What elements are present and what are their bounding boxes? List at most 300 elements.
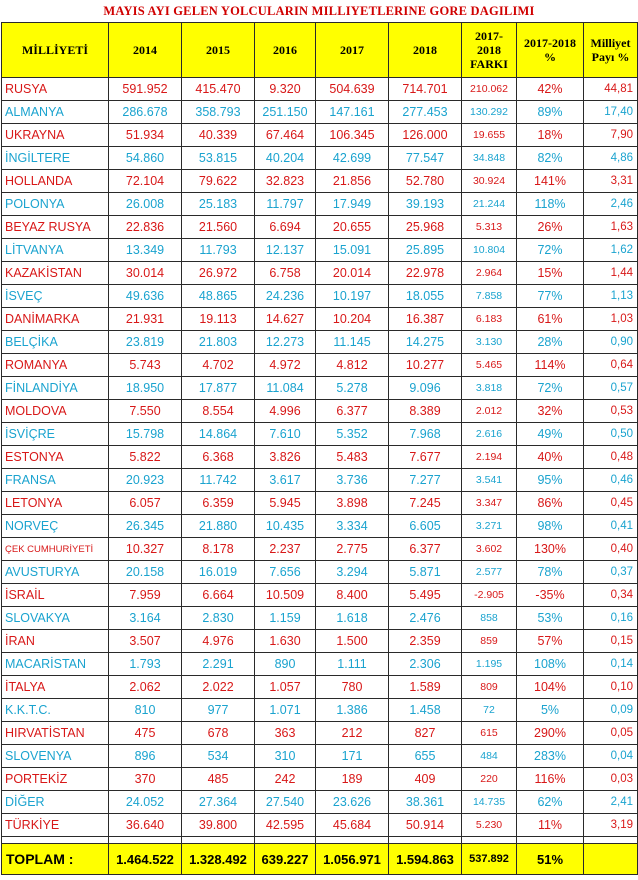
cell-pct: 5% bbox=[517, 699, 584, 722]
table-row bbox=[2, 768, 638, 791]
cell-value-2017: 8.400 bbox=[316, 584, 389, 607]
table-row bbox=[2, 630, 638, 653]
table-row bbox=[2, 653, 638, 676]
cell-share: 0,48 bbox=[584, 446, 638, 469]
cell-diff: 2.012 bbox=[462, 400, 517, 423]
header-share: Milliyet Payı % bbox=[584, 23, 638, 78]
cell-value-2015: 11.793 bbox=[182, 239, 255, 262]
cell-share: 1,03 bbox=[584, 308, 638, 331]
cell-value-2014: 370 bbox=[109, 768, 182, 791]
cell-value-2015: 53.815 bbox=[182, 147, 255, 170]
cell-value-2015: 485 bbox=[182, 768, 255, 791]
cell-value-2014: 7.550 bbox=[109, 400, 182, 423]
cell-diff: 2.616 bbox=[462, 423, 517, 446]
cell-value-2018: 18.055 bbox=[389, 285, 462, 308]
cell-name: POLONYA bbox=[2, 193, 109, 216]
cell-name: ROMANYA bbox=[2, 354, 109, 377]
cell-value-2018: 10.277 bbox=[389, 354, 462, 377]
cell-share: 0,64 bbox=[584, 354, 638, 377]
cell-name: DANİMARKA bbox=[2, 308, 109, 331]
cell-value-2017: 10.204 bbox=[316, 308, 389, 331]
spacer-row bbox=[2, 837, 638, 844]
cell-value-2018: 7.277 bbox=[389, 469, 462, 492]
table-row bbox=[2, 538, 638, 561]
table-body bbox=[2, 78, 638, 837]
cell-name: SLOVENYA bbox=[2, 745, 109, 768]
cell-value-2017: 20.014 bbox=[316, 262, 389, 285]
header-row bbox=[2, 23, 638, 78]
cell-value-2014: 51.934 bbox=[109, 124, 182, 147]
cell-value-2016: 11.797 bbox=[255, 193, 316, 216]
cell-name: UKRAYNA bbox=[2, 124, 109, 147]
total-2016: 639.227 bbox=[255, 844, 316, 875]
cell-diff: 21.244 bbox=[462, 193, 517, 216]
cell-value-2016: 42.595 bbox=[255, 814, 316, 837]
cell-pct: 108% bbox=[517, 653, 584, 676]
cell-value-2017: 1.386 bbox=[316, 699, 389, 722]
cell-value-2017: 147.161 bbox=[316, 101, 389, 124]
cell-value-2014: 36.640 bbox=[109, 814, 182, 837]
cell-share: 44,81 bbox=[584, 78, 638, 101]
cell-value-2017: 6.377 bbox=[316, 400, 389, 423]
cell-pct: 82% bbox=[517, 147, 584, 170]
cell-value-2018: 126.000 bbox=[389, 124, 462, 147]
cell-diff: 19.655 bbox=[462, 124, 517, 147]
table-row bbox=[2, 170, 638, 193]
cell-value-2015: 2.291 bbox=[182, 653, 255, 676]
cell-pct: 118% bbox=[517, 193, 584, 216]
cell-diff: -2.905 bbox=[462, 584, 517, 607]
cell-value-2016: 890 bbox=[255, 653, 316, 676]
cell-value-2017: 189 bbox=[316, 768, 389, 791]
cell-value-2018: 38.361 bbox=[389, 791, 462, 814]
cell-value-2018: 5.871 bbox=[389, 561, 462, 584]
cell-share: 0,40 bbox=[584, 538, 638, 561]
cell-share: 0,50 bbox=[584, 423, 638, 446]
cell-pct: 28% bbox=[517, 331, 584, 354]
cell-name: KAZAKİSTAN bbox=[2, 262, 109, 285]
cell-value-2014: 7.959 bbox=[109, 584, 182, 607]
cell-pct: 11% bbox=[517, 814, 584, 837]
cell-value-2016: 2.237 bbox=[255, 538, 316, 561]
cell-value-2016: 40.204 bbox=[255, 147, 316, 170]
cell-value-2018: 50.914 bbox=[389, 814, 462, 837]
cell-value-2016: 24.236 bbox=[255, 285, 316, 308]
cell-diff: 809 bbox=[462, 676, 517, 699]
cell-name: BELÇİKA bbox=[2, 331, 109, 354]
cell-value-2018: 16.387 bbox=[389, 308, 462, 331]
cell-value-2018: 77.547 bbox=[389, 147, 462, 170]
cell-value-2018: 8.389 bbox=[389, 400, 462, 423]
cell-value-2018: 25.968 bbox=[389, 216, 462, 239]
cell-share: 1,62 bbox=[584, 239, 638, 262]
cell-name: HIRVATİSTAN bbox=[2, 722, 109, 745]
cell-diff: 3.818 bbox=[462, 377, 517, 400]
cell-pct: 15% bbox=[517, 262, 584, 285]
cell-diff: 3.130 bbox=[462, 331, 517, 354]
cell-value-2018: 655 bbox=[389, 745, 462, 768]
cell-pct: 32% bbox=[517, 400, 584, 423]
cell-value-2016: 363 bbox=[255, 722, 316, 745]
cell-value-2014: 20.923 bbox=[109, 469, 182, 492]
cell-share: 0,41 bbox=[584, 515, 638, 538]
cell-value-2016: 242 bbox=[255, 768, 316, 791]
cell-value-2015: 21.880 bbox=[182, 515, 255, 538]
table-row bbox=[2, 308, 638, 331]
total-pct: 51% bbox=[517, 844, 584, 875]
cell-share: 0,15 bbox=[584, 630, 638, 653]
cell-value-2014: 26.008 bbox=[109, 193, 182, 216]
total-label: TOPLAM : bbox=[2, 844, 109, 875]
cell-pct: 104% bbox=[517, 676, 584, 699]
cell-value-2017: 212 bbox=[316, 722, 389, 745]
cell-pct: 283% bbox=[517, 745, 584, 768]
cell-pct: 62% bbox=[517, 791, 584, 814]
cell-pct: 290% bbox=[517, 722, 584, 745]
header-2015: 2015 bbox=[182, 23, 255, 78]
cell-value-2016: 1.159 bbox=[255, 607, 316, 630]
cell-pct: 18% bbox=[517, 124, 584, 147]
cell-value-2017: 1.500 bbox=[316, 630, 389, 653]
cell-value-2014: 18.950 bbox=[109, 377, 182, 400]
cell-share: 0,03 bbox=[584, 768, 638, 791]
cell-value-2018: 1.458 bbox=[389, 699, 462, 722]
cell-value-2017: 2.775 bbox=[316, 538, 389, 561]
cell-value-2014: 26.345 bbox=[109, 515, 182, 538]
cell-value-2015: 17.877 bbox=[182, 377, 255, 400]
cell-share: 3,31 bbox=[584, 170, 638, 193]
cell-value-2015: 415.470 bbox=[182, 78, 255, 101]
cell-diff: 3.602 bbox=[462, 538, 517, 561]
cell-share: 0,10 bbox=[584, 676, 638, 699]
cell-value-2014: 10.327 bbox=[109, 538, 182, 561]
cell-value-2016: 6.694 bbox=[255, 216, 316, 239]
cell-share: 0,14 bbox=[584, 653, 638, 676]
cell-value-2015: 26.972 bbox=[182, 262, 255, 285]
cell-value-2017: 1.618 bbox=[316, 607, 389, 630]
table-row bbox=[2, 722, 638, 745]
cell-share: 3,19 bbox=[584, 814, 638, 837]
cell-pct: 77% bbox=[517, 285, 584, 308]
cell-name: NORVEÇ bbox=[2, 515, 109, 538]
table-row bbox=[2, 492, 638, 515]
cell-value-2014: 24.052 bbox=[109, 791, 182, 814]
cell-pct: 40% bbox=[517, 446, 584, 469]
cell-diff: 3.271 bbox=[462, 515, 517, 538]
cell-value-2017: 106.345 bbox=[316, 124, 389, 147]
cell-value-2018: 277.453 bbox=[389, 101, 462, 124]
cell-value-2018: 7.245 bbox=[389, 492, 462, 515]
cell-pct: 57% bbox=[517, 630, 584, 653]
cell-share: 1,63 bbox=[584, 216, 638, 239]
table-row bbox=[2, 285, 638, 308]
cell-value-2016: 10.509 bbox=[255, 584, 316, 607]
cell-value-2017: 504.639 bbox=[316, 78, 389, 101]
total-2017: 1.056.971 bbox=[316, 844, 389, 875]
cell-diff: 7.858 bbox=[462, 285, 517, 308]
cell-name: HOLLANDA bbox=[2, 170, 109, 193]
cell-value-2016: 32.823 bbox=[255, 170, 316, 193]
table-row bbox=[2, 78, 638, 101]
cell-name: RUSYA bbox=[2, 78, 109, 101]
cell-value-2017: 5.278 bbox=[316, 377, 389, 400]
cell-share: 2,41 bbox=[584, 791, 638, 814]
cell-value-2016: 4.972 bbox=[255, 354, 316, 377]
cell-name: DİĞER bbox=[2, 791, 109, 814]
cell-pct: 72% bbox=[517, 239, 584, 262]
cell-value-2016: 3.617 bbox=[255, 469, 316, 492]
cell-share: 1,44 bbox=[584, 262, 638, 285]
cell-pct: 26% bbox=[517, 216, 584, 239]
cell-value-2014: 49.636 bbox=[109, 285, 182, 308]
cell-name: TÜRKİYE bbox=[2, 814, 109, 837]
cell-diff: 2.964 bbox=[462, 262, 517, 285]
cell-diff: 5.465 bbox=[462, 354, 517, 377]
cell-name: İSVEÇ bbox=[2, 285, 109, 308]
cell-diff: 220 bbox=[462, 768, 517, 791]
cell-pct: 114% bbox=[517, 354, 584, 377]
cell-value-2016: 9.320 bbox=[255, 78, 316, 101]
cell-share: 0,53 bbox=[584, 400, 638, 423]
cell-pct: 86% bbox=[517, 492, 584, 515]
cell-value-2014: 591.952 bbox=[109, 78, 182, 101]
cell-share: 0,09 bbox=[584, 699, 638, 722]
table-row bbox=[2, 124, 638, 147]
table-row bbox=[2, 469, 638, 492]
cell-value-2017: 1.111 bbox=[316, 653, 389, 676]
cell-pct: 49% bbox=[517, 423, 584, 446]
header-pct: 2017-2018 % bbox=[517, 23, 584, 78]
cell-value-2014: 21.931 bbox=[109, 308, 182, 331]
cell-value-2018: 1.589 bbox=[389, 676, 462, 699]
table-row bbox=[2, 607, 638, 630]
table-row bbox=[2, 699, 638, 722]
cell-name: İRAN bbox=[2, 630, 109, 653]
cell-value-2014: 475 bbox=[109, 722, 182, 745]
table-row bbox=[2, 423, 638, 446]
cell-share: 0,45 bbox=[584, 492, 638, 515]
cell-pct: 98% bbox=[517, 515, 584, 538]
cell-value-2015: 48.865 bbox=[182, 285, 255, 308]
cell-diff: 3.347 bbox=[462, 492, 517, 515]
table-row bbox=[2, 262, 638, 285]
cell-value-2015: 21.560 bbox=[182, 216, 255, 239]
cell-value-2016: 12.273 bbox=[255, 331, 316, 354]
cell-name: K.K.T.C. bbox=[2, 699, 109, 722]
cell-diff: 6.183 bbox=[462, 308, 517, 331]
cell-value-2016: 7.656 bbox=[255, 561, 316, 584]
nationality-table bbox=[1, 22, 638, 875]
cell-value-2016: 310 bbox=[255, 745, 316, 768]
cell-diff: 5.313 bbox=[462, 216, 517, 239]
total-diff: 537.892 bbox=[462, 844, 517, 875]
cell-value-2015: 2.022 bbox=[182, 676, 255, 699]
cell-pct: 89% bbox=[517, 101, 584, 124]
cell-diff: 10.804 bbox=[462, 239, 517, 262]
total-row bbox=[2, 844, 638, 875]
table-row bbox=[2, 239, 638, 262]
table-row bbox=[2, 147, 638, 170]
table-row bbox=[2, 745, 638, 768]
cell-value-2018: 7.677 bbox=[389, 446, 462, 469]
cell-name: FİNLANDİYA bbox=[2, 377, 109, 400]
cell-share: 0,90 bbox=[584, 331, 638, 354]
cell-value-2015: 6.368 bbox=[182, 446, 255, 469]
table-row bbox=[2, 676, 638, 699]
cell-value-2016: 251.150 bbox=[255, 101, 316, 124]
table-row bbox=[2, 101, 638, 124]
cell-value-2016: 4.996 bbox=[255, 400, 316, 423]
header-2017: 2017 bbox=[316, 23, 389, 78]
cell-diff: 210.062 bbox=[462, 78, 517, 101]
cell-diff: 1.195 bbox=[462, 653, 517, 676]
cell-value-2018: 2.306 bbox=[389, 653, 462, 676]
cell-diff: 859 bbox=[462, 630, 517, 653]
cell-value-2018: 5.495 bbox=[389, 584, 462, 607]
cell-diff: 14.735 bbox=[462, 791, 517, 814]
cell-name: İSRAİL bbox=[2, 584, 109, 607]
cell-value-2017: 11.145 bbox=[316, 331, 389, 354]
cell-value-2014: 20.158 bbox=[109, 561, 182, 584]
header-2014: 2014 bbox=[109, 23, 182, 78]
cell-name: FRANSA bbox=[2, 469, 109, 492]
cell-value-2018: 14.275 bbox=[389, 331, 462, 354]
total-2015: 1.328.492 bbox=[182, 844, 255, 875]
cell-value-2014: 1.793 bbox=[109, 653, 182, 676]
cell-value-2017: 4.812 bbox=[316, 354, 389, 377]
cell-value-2016: 67.464 bbox=[255, 124, 316, 147]
cell-value-2018: 52.780 bbox=[389, 170, 462, 193]
cell-value-2014: 896 bbox=[109, 745, 182, 768]
cell-diff: 2.577 bbox=[462, 561, 517, 584]
cell-name: MOLDOVA bbox=[2, 400, 109, 423]
cell-value-2016: 3.826 bbox=[255, 446, 316, 469]
cell-value-2014: 54.860 bbox=[109, 147, 182, 170]
cell-value-2014: 3.164 bbox=[109, 607, 182, 630]
cell-pct: 61% bbox=[517, 308, 584, 331]
cell-share: 0,46 bbox=[584, 469, 638, 492]
cell-value-2016: 10.435 bbox=[255, 515, 316, 538]
cell-value-2017: 45.684 bbox=[316, 814, 389, 837]
cell-diff: 2.194 bbox=[462, 446, 517, 469]
cell-value-2016: 11.084 bbox=[255, 377, 316, 400]
cell-share: 0,16 bbox=[584, 607, 638, 630]
cell-diff: 3.541 bbox=[462, 469, 517, 492]
cell-value-2015: 21.803 bbox=[182, 331, 255, 354]
cell-value-2014: 13.349 bbox=[109, 239, 182, 262]
cell-share: 0,05 bbox=[584, 722, 638, 745]
cell-value-2018: 6.377 bbox=[389, 538, 462, 561]
cell-name: PORTEKİZ bbox=[2, 768, 109, 791]
cell-share: 0,57 bbox=[584, 377, 638, 400]
cell-value-2016: 5.945 bbox=[255, 492, 316, 515]
cell-value-2017: 3.334 bbox=[316, 515, 389, 538]
cell-value-2018: 2.359 bbox=[389, 630, 462, 653]
cell-value-2017: 171 bbox=[316, 745, 389, 768]
cell-value-2014: 6.057 bbox=[109, 492, 182, 515]
total-2014: 1.464.522 bbox=[109, 844, 182, 875]
cell-value-2018: 827 bbox=[389, 722, 462, 745]
cell-value-2014: 23.819 bbox=[109, 331, 182, 354]
cell-pct: 141% bbox=[517, 170, 584, 193]
cell-share: 0,37 bbox=[584, 561, 638, 584]
cell-name: İTALYA bbox=[2, 676, 109, 699]
cell-value-2017: 780 bbox=[316, 676, 389, 699]
cell-value-2014: 3.507 bbox=[109, 630, 182, 653]
cell-value-2018: 39.193 bbox=[389, 193, 462, 216]
cell-value-2018: 6.605 bbox=[389, 515, 462, 538]
cell-value-2015: 79.622 bbox=[182, 170, 255, 193]
cell-pct: 42% bbox=[517, 78, 584, 101]
table-row bbox=[2, 814, 638, 837]
cell-diff: 34.848 bbox=[462, 147, 517, 170]
cell-value-2017: 17.949 bbox=[316, 193, 389, 216]
table-row bbox=[2, 584, 638, 607]
cell-value-2015: 39.800 bbox=[182, 814, 255, 837]
cell-value-2017: 15.091 bbox=[316, 239, 389, 262]
table-row bbox=[2, 331, 638, 354]
cell-name: MACARİSTAN bbox=[2, 653, 109, 676]
cell-value-2015: 8.554 bbox=[182, 400, 255, 423]
header-nationality: MİLLİYETİ bbox=[2, 23, 109, 78]
cell-value-2017: 5.352 bbox=[316, 423, 389, 446]
cell-value-2015: 678 bbox=[182, 722, 255, 745]
cell-name: LETONYA bbox=[2, 492, 109, 515]
cell-diff: 72 bbox=[462, 699, 517, 722]
cell-name: BEYAZ RUSYA bbox=[2, 216, 109, 239]
cell-value-2014: 286.678 bbox=[109, 101, 182, 124]
cell-value-2014: 5.822 bbox=[109, 446, 182, 469]
cell-value-2018: 2.476 bbox=[389, 607, 462, 630]
cell-value-2017: 23.626 bbox=[316, 791, 389, 814]
cell-value-2015: 40.339 bbox=[182, 124, 255, 147]
cell-diff: 615 bbox=[462, 722, 517, 745]
total-share bbox=[584, 844, 638, 875]
cell-name: İNGİLTERE bbox=[2, 147, 109, 170]
cell-value-2017: 3.294 bbox=[316, 561, 389, 584]
cell-value-2015: 2.830 bbox=[182, 607, 255, 630]
table-row bbox=[2, 561, 638, 584]
cell-value-2015: 19.113 bbox=[182, 308, 255, 331]
cell-name: LİTVANYA bbox=[2, 239, 109, 262]
cell-value-2018: 7.968 bbox=[389, 423, 462, 446]
cell-pct: -35% bbox=[517, 584, 584, 607]
table-row bbox=[2, 193, 638, 216]
cell-name: ESTONYA bbox=[2, 446, 109, 469]
cell-diff: 5.230 bbox=[462, 814, 517, 837]
cell-share: 1,13 bbox=[584, 285, 638, 308]
cell-value-2017: 5.483 bbox=[316, 446, 389, 469]
table-row bbox=[2, 354, 638, 377]
cell-share: 7,90 bbox=[584, 124, 638, 147]
cell-value-2015: 6.664 bbox=[182, 584, 255, 607]
header-2016: 2016 bbox=[255, 23, 316, 78]
cell-pct: 95% bbox=[517, 469, 584, 492]
cell-name: ÇEK CUMHURİYETİ bbox=[2, 538, 109, 561]
cell-share: 17,40 bbox=[584, 101, 638, 124]
cell-name: ALMANYA bbox=[2, 101, 109, 124]
table-row bbox=[2, 216, 638, 239]
cell-value-2015: 14.864 bbox=[182, 423, 255, 446]
cell-value-2016: 14.627 bbox=[255, 308, 316, 331]
cell-pct: 78% bbox=[517, 561, 584, 584]
cell-value-2017: 42.699 bbox=[316, 147, 389, 170]
cell-value-2015: 534 bbox=[182, 745, 255, 768]
cell-pct: 116% bbox=[517, 768, 584, 791]
total-2018: 1.594.863 bbox=[389, 844, 462, 875]
cell-pct: 130% bbox=[517, 538, 584, 561]
cell-share: 2,46 bbox=[584, 193, 638, 216]
